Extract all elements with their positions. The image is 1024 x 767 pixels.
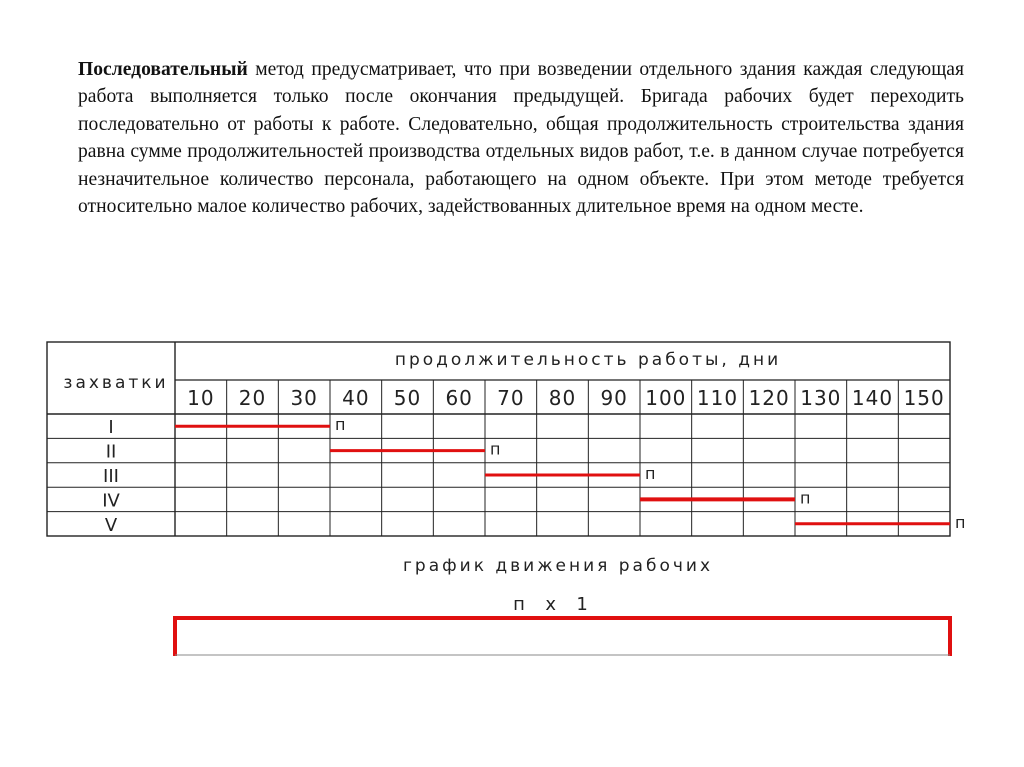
- row-label: I: [108, 417, 114, 439]
- day-label: 150: [903, 386, 945, 410]
- duration-header-label: продолжительность работы, дни: [394, 350, 782, 370]
- bar-mark: п: [800, 488, 811, 508]
- day-label: 130: [800, 386, 842, 410]
- method-term: Последовательный: [78, 59, 248, 80]
- day-label: 70: [497, 386, 525, 410]
- day-label: 30: [290, 386, 318, 410]
- day-label: 50: [393, 386, 422, 410]
- bar-mark: п: [955, 512, 966, 532]
- workers-chart-title: график движения рабочих: [402, 556, 714, 576]
- day-label: 20: [238, 386, 267, 410]
- day-label: 10: [187, 386, 215, 410]
- bar-mark: п: [645, 464, 656, 483]
- day-label: 100: [645, 386, 687, 410]
- row-label: V: [104, 514, 118, 536]
- day-label: 90: [600, 386, 628, 410]
- day-label: 60: [445, 386, 473, 410]
- day-label: 80: [548, 386, 577, 410]
- day-label: 140: [851, 386, 894, 410]
- day-label: 120: [748, 386, 790, 410]
- bar-mark: п: [335, 415, 346, 435]
- bar-mark: п: [490, 439, 501, 459]
- row-label: III: [103, 466, 119, 487]
- day-label: 110: [696, 386, 739, 410]
- row-labels: [102, 417, 120, 536]
- workers-bar: [175, 616, 950, 656]
- row-label: IV: [102, 490, 120, 512]
- row-label: II: [105, 441, 117, 463]
- row-header-label: захватки: [63, 373, 169, 393]
- day-label: 40: [342, 386, 370, 410]
- description-text: метод предусматривает, что при возведении отдельного здания каждая следующая работа выполняется только после окончания предыдущей. Бригада рабочих будет переходить последовательно от работы к работе. Следовательно, общая продолжительность строительства здания равна сумме продолжительностей производства отдельных видов работ, т.е. в данном случае потребуется незначительное количество персонала, работающего на одном объекте. При этом методе требуется относительно малое количество рабочих, задействованных длительное время на одном месте.: [78, 59, 964, 218]
- workers-value-label: п х 1: [513, 594, 591, 615]
- day-labels: [187, 386, 945, 410]
